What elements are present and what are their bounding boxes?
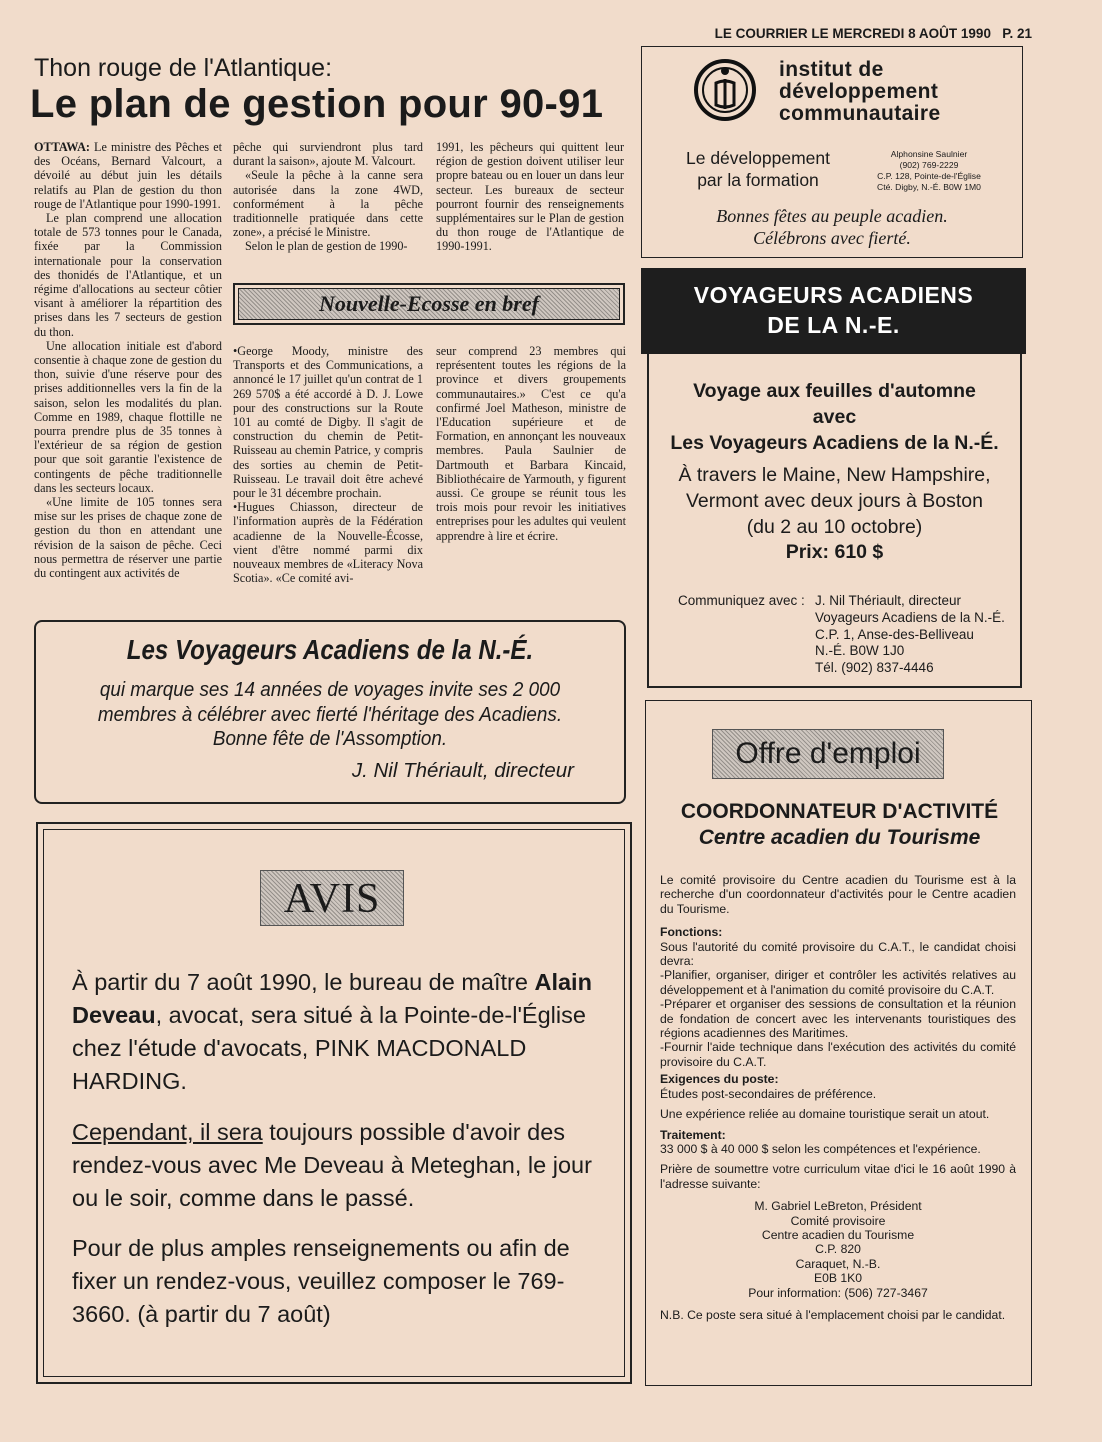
job-exigences-label: Exigences du poste: xyxy=(660,1072,779,1087)
voyageurs-banner-ad xyxy=(34,620,626,804)
avis-paragraph-3: Pour de plus amples renseignements ou afin de fixer un rendez-vous, veuillez composer le 769-3660. (à partir du 7 août) xyxy=(72,1235,570,1327)
lawyer-name: Alain Deveau xyxy=(72,969,592,1028)
page-header: LE COURRIER LE MERCREDI 8 AOÛT 1990 P. 21 xyxy=(714,26,1032,41)
article-headline: Le plan de gestion pour 90-91 xyxy=(30,82,604,126)
voyage-ad xyxy=(641,268,1026,688)
brief-column-2 xyxy=(436,344,626,543)
institut-logo-icon xyxy=(692,57,758,123)
job-offer-ad xyxy=(645,700,1032,1386)
article-paragraph: Une allocation initiale est d'abord consentie à chaque zone de gestion du thon, suivie d'une réserve pour des prises additionnelles vers la fin de la saison, selon les modalités du plan. Comme en 1989, chaque flottille ne pourra prendre plus de 35 tonnes à l'extérieur de sa région de gestion pour que soit garantie l'existence de contingents de pêche traditionnelle dans les secteurs locaux. xyxy=(34,338,222,495)
job-traitement-label: Traitement: xyxy=(660,1127,726,1142)
article-column-2 xyxy=(233,140,423,254)
brief-item: •George Moody, ministre des Transports et des Communications, a annoncé le 17 juillet qu'un contrat de 1 269 570$ a été accordé à D. J. Lowe pour des constructions sur la Route 101 au comté de Digby. Il s'agit de construction du chemin de Petit-Ruisseau au chemin Patrice, y compris des sorties au chemin de Petit-Ruisseau. Le travail doit être achevé pour le 31 décembre prochain. xyxy=(233,344,423,501)
voyage-ad-contact: J. Nil Thériault, directeur Voyageurs Acadiens de la N.-É. C.P. 1, Anse-des-Belliveau N.-É. B0W 1J0 Tél. (902) 837-4446 xyxy=(815,593,1005,676)
avis-paragraph-2: Cependant, il sera toujours possible d'avoir des rendez-vous avec Me Deveau à Meteghan, le jour ou le soir, comme dans le passé. xyxy=(72,1119,592,1211)
voyageurs-banner-signature: J. Nil Thériault, directeur xyxy=(351,759,574,782)
job-fonctions: Sous l'autorité du comité provisoire du C.A.T., le candidat choisi devra: -Planifier, organiser, diriger et contrôler les activités relatives au développement et à l'animation du comité provisoire du C.A.T. -Préparer et organiser des sessions de consultation et la réunion de fondation de concert avec les intervenants touristiques des régions acadiennes des Maritimes. -Fournir l'aide technique dans l'exécution des activités du comité provisoire du C.A.T. xyxy=(660,939,1016,1069)
institut-contact: Alphonsine Saulnier (902) 769-2229 C.P. 128, Pointe-de-l'Église Cté. Digby, N.-É. B0W 1M0 xyxy=(877,149,981,192)
voyageurs-banner-title: Les Voyageurs Acadiens de la N.-É. xyxy=(126,634,534,665)
brief-column-1 xyxy=(233,344,423,585)
avis-title: AVIS xyxy=(260,870,404,926)
institut-name: institut de développement communautaire xyxy=(779,58,941,125)
article-paragraph: Selon le plan de gestion de 1990- xyxy=(245,239,408,254)
voyage-ad-price: Prix: 610 $ xyxy=(785,541,884,563)
avis-ad xyxy=(36,822,632,1384)
brief-banner-title: Nouvelle-Ecosse en bref xyxy=(238,288,620,320)
institut-ad xyxy=(641,46,1023,258)
article-column-1 xyxy=(34,140,222,580)
voyage-ad-title: Voyage aux feuilles d'automne avec Les Voyageurs Acadiens de la N.-É. xyxy=(670,380,999,454)
voyage-ad-header: VOYAGEURS ACADIENS DE LA N.-E. xyxy=(641,268,1026,354)
job-exigences: Études post-secondaires de préférence. xyxy=(660,1086,877,1101)
voyage-ad-contact-label: Communiquez avec : xyxy=(678,593,805,608)
job-experience: Une expérience reliée au domaine touristique serait un atout. xyxy=(660,1107,990,1122)
voyage-ad-details: À travers le Maine, New Hampshire, Vermont avec deux jours à Boston (du 2 au 10 octobre) xyxy=(678,464,991,538)
article-paragraph: 1991, les pêcheurs qui quittent leur région de gestion doivent utiliser leur propre bateau ou en louer un dans leur secteur. Les bureaux de secteur pourront fournir des renseignements supplémentaires sur le Plan de gestion du thon rouge de l'Atlantique de 1990-1991. xyxy=(436,140,624,254)
job-title: COORDONNATEUR D'ACTIVITÉ xyxy=(680,800,999,823)
brief-banner xyxy=(233,283,625,325)
article-paragraph: Le plan comprend une allocation totale de 573 tonnes pour le Canada, fixée par la Commission internationale pour la conservation des thonidés de l'Atlantique, et un régime d'allocations au secteur côtier visant à améliorer la répartition des prises dans les 7 secteurs de gestion du thon. xyxy=(34,211,222,339)
voyageurs-banner-line: membres à célébrer avec fierté l'héritage des Acadiens. xyxy=(97,703,563,726)
voyageurs-banner-line: Bonne fête de l'Assomption. xyxy=(212,727,448,750)
article-paragraph: OTTAWA: Le ministre des Pêches et des Océans, Bernard Valcourt, a dévoilé au début juin les détails relatifs au Plan de gestion du thon rouge de l'Atlantique pour 1990-1991. xyxy=(34,140,222,211)
brief-item: •Hugues Chiasson, directeur de l'information auprès de la Fédération acadienne de la Nouvelle-Écosse, vient d'être nommé parmi dix nouveaux membres de «Literacy Nova Scotia». «Ce comité avi- xyxy=(233,500,423,586)
avis-paragraph-1: À partir du 7 août 1990, le bureau de maître Alain Deveau, avocat, sera situé à la Pointe-de-l'Église chez l'étude d'avocats, PINK MACDONALD HARDING. xyxy=(72,969,592,1094)
job-priere: Prière de soumettre votre curriculum vitae d'ici le 16 août 1990 à l'adresse suivante: xyxy=(660,1162,1016,1191)
job-nb: N.B. Ce poste sera situé à l'emplacement choisi par le candidat. xyxy=(660,1307,1006,1322)
job-fonctions-label: Fonctions: xyxy=(660,925,723,940)
article-paragraph: «Seule la pêche à la canne sera autorisée dans la zone 4WD, conformément à la pêche traditionnelle pratiquée dans cette zone», a précisé le Ministre. xyxy=(233,168,423,240)
brief-item: seur comprend 23 membres qui représentent toutes les régions de la province et divers groupements communautaires.» C'est ce qu'a confirmé Joel Matheson, ministre de l'Education supérieure et de Formation, en annonçant les nouveaux membres. Paula Saulnier de Dartmouth et Barbara Kincaid, Bibliothécaire de Yarmouth, y figurent aussi. Ce groupe se réunit tous les trois mois pour revoir les initiatives entreprises pour les adultes qui veulent apprendre à lire et écrire. xyxy=(436,344,626,543)
institut-greeting: Bonnes fêtes au peuple acadien. Célébrons avec fierté. xyxy=(716,206,948,248)
job-body xyxy=(660,873,1016,1322)
job-address: M. Gabriel LeBreton, Président Comité provisoire Centre acadien du Tourisme C.P. 820 Caraquet, N.-B. E0B 1K0 Pour information: (506) 727-3467 xyxy=(748,1199,928,1300)
job-subtitle: Centre acadien du Tourisme xyxy=(698,826,981,849)
job-traitement: 33 000 $ à 40 000 $ selon les compétences et l'expérience. xyxy=(660,1141,981,1156)
job-intro: Le comité provisoire du Centre acadien du Tourisme est à la recherche d'un coordonnateur d'activités pour le Centre acadien du Tourisme. xyxy=(660,873,1016,916)
article-paragraph: «Une limite de 105 tonnes sera mise sur les prises de chaque zone de gestion du thon en attendant une révision de la saison de pêche. Ceci nous permettra de réserver une partie du contingent aux activités de xyxy=(34,495,222,581)
article-column-3 xyxy=(436,140,624,254)
voyageurs-banner-line: qui marque ses 14 années de voyages invite ses 2 000 xyxy=(99,678,561,701)
article-kicker: Thon rouge de l'Atlantique: xyxy=(34,54,333,82)
institut-slogan: Le développement par la formation xyxy=(686,148,830,190)
article-paragraph: pêche qui surviendront plus tard durant la saison», ajoute M. Valcourt. xyxy=(233,140,423,169)
job-offer-banner: Offre d'emploi xyxy=(712,729,944,779)
